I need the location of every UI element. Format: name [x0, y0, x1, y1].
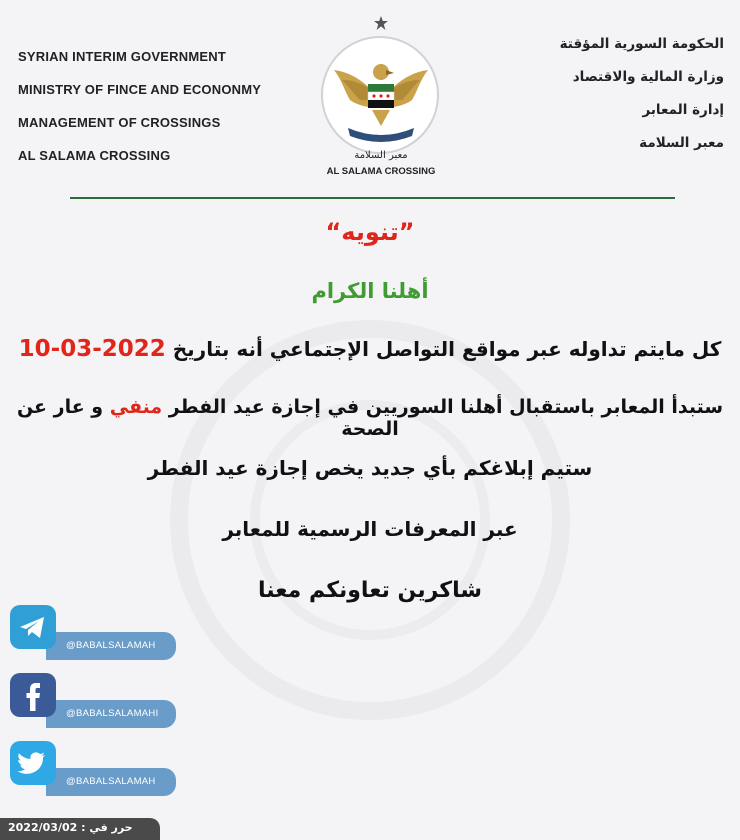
en-crossing: AL SALAMA CROSSING — [18, 148, 171, 163]
eagle-emblem-icon — [328, 42, 434, 148]
telegram-icon[interactable] — [10, 605, 56, 649]
en-ministry: MINISTRY OF FINCE AND ECONONMY — [18, 82, 262, 97]
twitter-handle[interactable]: @BABALSALAMAH — [46, 768, 176, 796]
notice-line-1 — [0, 336, 740, 362]
footer-edited-on — [8, 821, 158, 834]
notice-line-4: عبر المعرفات الرسمية للمعابر — [222, 517, 518, 541]
line-1-text: كل مايتم تداوله عبر مواقع التواصل الإجتماعي أنه بتاريخ — [172, 337, 722, 361]
notice-line-2 — [0, 396, 740, 440]
notice-line-3: ستيم إبلاغكم بأي جديد يخص إجازة عيد الفطر — [147, 456, 593, 480]
logo-caption-english: AL SALAMA CROSSING — [326, 166, 436, 177]
notice-closing: شاكرين تعاونكم معنا — [258, 578, 482, 603]
header-english — [18, 40, 308, 172]
telegram-handle[interactable]: @BABALSALAMAH — [46, 632, 176, 660]
ar-crossing: معبر السلامة — [639, 135, 724, 151]
en-management: MANAGEMENT OF CROSSINGS — [18, 115, 221, 130]
header-arabic — [484, 28, 724, 160]
facebook-icon[interactable] — [10, 673, 56, 717]
en-government: SYRIAN INTERIM GOVERNMENT — [18, 49, 226, 64]
crossing-logo — [316, 28, 446, 188]
twitter-icon[interactable] — [10, 741, 56, 785]
ar-management: إدارة المعابر — [642, 102, 724, 118]
star-icon — [374, 16, 388, 30]
header-divider — [70, 197, 675, 199]
footer-date: 2022/03/02 — [8, 821, 78, 834]
line-2-highlight: منفي — [109, 396, 163, 418]
line-2-part-1: ستبدأ المعابر باستقبال أهلنا السوريين في إجازة عيد الفطر — [168, 396, 724, 418]
line-1-date: 10-03-2022 — [18, 336, 166, 362]
notice-greeting: أهلنا الكرام — [311, 279, 429, 303]
footer-label: حرر في : — [81, 821, 133, 834]
notice-title: ”تنويه“ — [325, 218, 415, 246]
logo-caption-arabic: معبر السلامة — [354, 150, 408, 161]
facebook-handle[interactable]: @BABALSALAMAHI — [46, 700, 176, 728]
ar-government: الحكومة السورية المؤقتة — [559, 36, 724, 52]
ar-ministry: وزارة المالية والاقتصاد — [572, 69, 724, 85]
line-2-part-2: و عار عن الصحة — [16, 396, 399, 440]
